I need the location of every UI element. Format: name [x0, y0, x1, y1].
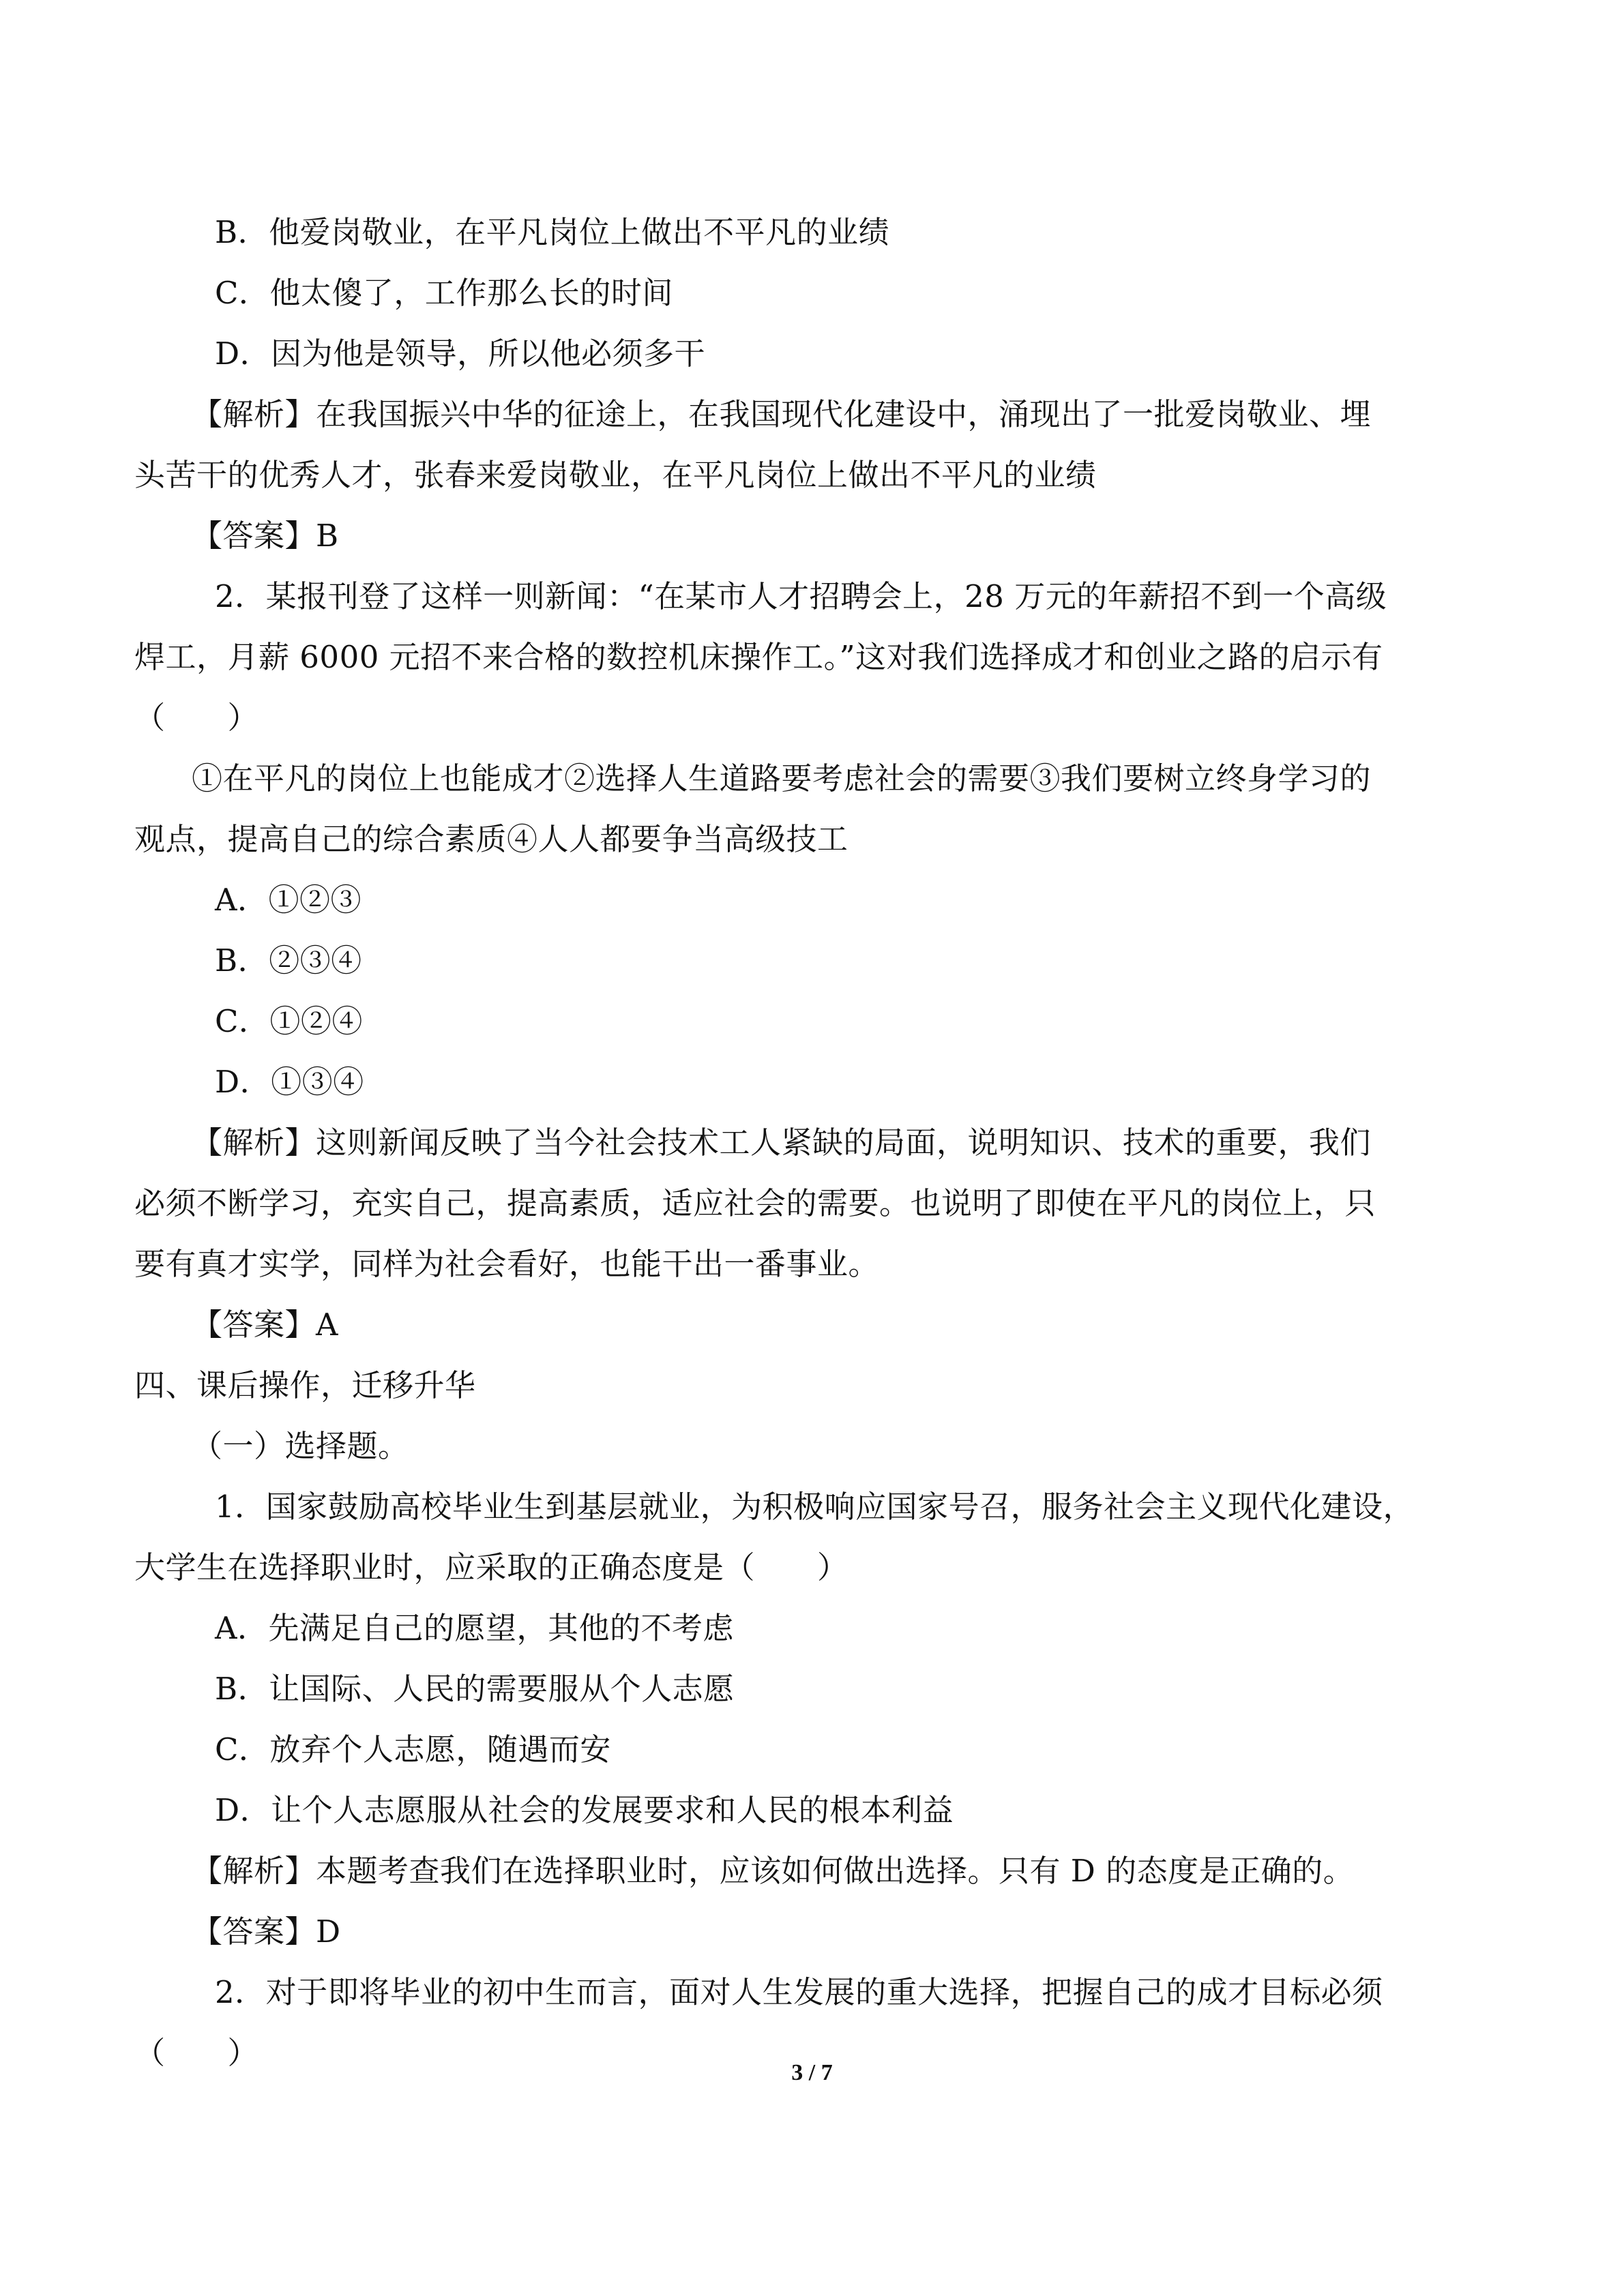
analysis-line: 【解析】在我国振兴中华的征途上，在我国现代化建设中，涌现出了一批爱岗敬业、埋	[192, 396, 1372, 432]
answer-line: 【答案】A	[192, 1307, 338, 1343]
question-blank-line: （ ）	[134, 700, 259, 736]
question-blank-line: （ ）	[134, 2035, 259, 2071]
option-a-line: A．①②③	[215, 882, 361, 918]
analysis-line: 头苦干的优秀人才，张春来爱岗敬业，在平凡岗位上做出不平凡的业绩	[134, 457, 1097, 493]
analysis-line: 【解析】这则新闻反映了当今社会技术工人紧缺的局面，说明知识、技术的重要，我们	[192, 1124, 1372, 1161]
page-number: 3 / 7	[791, 2060, 833, 2085]
option-c-line: C．放弃个人志愿，随遇而安	[215, 1731, 611, 1768]
document-body	[134, 202, 1488, 2083]
subsection-heading: （一）选择题。	[192, 1428, 409, 1464]
option-d-line: D．让个人志愿服从社会的发展要求和人民的根本利益	[215, 1792, 954, 1828]
option-b-line: B．他爱岗敬业，在平凡岗位上做出不平凡的业绩	[215, 214, 890, 250]
question-line: 2．某报刊登了这样一则新闻：“在某市人才招聘会上，28 万元的年薪招不到一个高级	[215, 578, 1387, 614]
analysis-line: 必须不断学习，充实自己，提高素质，适应社会的需要。也说明了即使在平凡的岗位上，只	[134, 1185, 1376, 1221]
option-b-line: B．让国际、人民的需要服从个人志愿	[215, 1671, 735, 1707]
question-line: 2．对于即将毕业的初中生而言，面对人生发展的重大选择，把握自己的成才目标必须	[215, 1974, 1383, 2010]
answer-line: 【答案】B	[192, 518, 339, 554]
option-c-line: C．他太傻了，工作那么长的时间	[215, 275, 673, 311]
option-c-line: C．①②④	[215, 1003, 363, 1039]
option-a-line: A．先满足自己的愿望，其他的不考虑	[215, 1610, 734, 1646]
statement-line: ①在平凡的岗位上也能成才②选择人生道路要考虑社会的需要③我们要树立终身学习的	[192, 760, 1372, 796]
answer-line: 【答案】D	[192, 1913, 341, 1950]
question-line: 1．国家鼓励高校毕业生到基层就业，为积极响应国家号召，服务社会主义现代化建设，	[215, 1489, 1415, 1525]
option-d-line: D．因为他是领导，所以他必须多干	[215, 336, 706, 372]
option-d-line: D．①③④	[215, 1064, 364, 1100]
analysis-line: 要有真才实学，同样为社会看好，也能干出一番事业。	[134, 1246, 880, 1282]
option-b-line: B．②③④	[215, 942, 362, 979]
statement-line: 观点，提高自己的综合素质④人人都要争当高级技工	[134, 821, 848, 857]
analysis-line: 【解析】本题考查我们在选择职业时，应该如何做出选择。只有 D 的态度是正确的。	[192, 1853, 1355, 1889]
question-line: 焊工，月薪 6000 元招不来合格的数控机床操作工。”这对我们选择成才和创业之路的启示有	[134, 639, 1383, 675]
question-line: 大学生在选择职业时，应采取的正确态度是（ ）	[134, 1549, 848, 1585]
section-heading: 四、课后操作，迁移升华	[134, 1367, 476, 1403]
